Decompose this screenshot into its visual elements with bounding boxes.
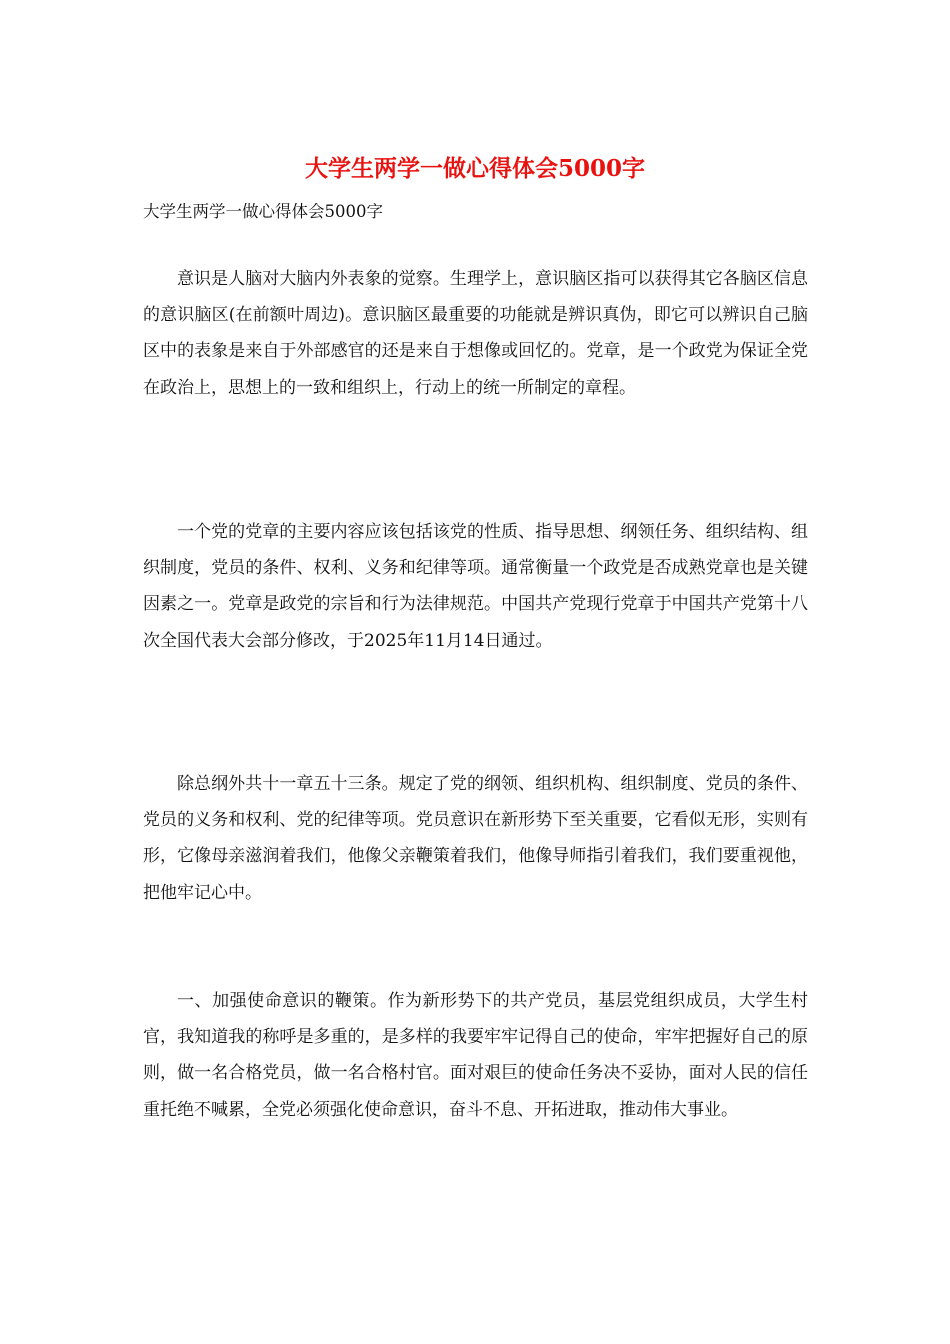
paragraph-3: 除总纲外共十一章五十三条。规定了党的纲领、组织机构、组织制度、党员的条件、党员的义务和权利、党的纪律等项。党员意识在新形势下至关重要，它看似无形，实则有形，它像母亲滋润着我们，他像父亲鞭策着我们，他像导师指引着我们，我们要重视他，把他牢记心中。 [143,774,808,903]
paragraph-1: 意识是人脑对大脑内外表象的觉察。生理学上，意识脑区指可以获得其它各脑区信息的意识脑区(在前额叶周边)。意识脑区最重要的功能就是辨识真伪，即它可以辨识自己脑区中的表象是来自于外部感官的还是来自于想像或回忆的。党章，是一个政党为保证全党在政治上，思想上的一致和组织上，行动上的统一所制定的章程。 [143,269,808,398]
paragraph-4: 一、加强使命意识的鞭策。作为新形势下的共产党员，基层党组织成员，大学生村官，我知道我的称呼是多重的，是多样的我要牢牢记得自己的使命，牢牢把握好自己的原则，做一名合格党员，做一名合格村官。面对艰巨的使命任务决不妥协，面对人民的信任重托绝不喊累，全党必须强化使命意识，奋斗不息、开拓进取，推动伟大事业。 [143,991,808,1120]
paragraph-2: 一个党的党章的主要内容应该包括该党的性质、指导思想、纲领任务、组织结构、组织制度，党员的条件、权利、义务和纪律等项。通常衡量一个政党是否成熟党章也是关键因素之一。党章是政党的宗旨和行为法律规范。中国共产党现行党章于中国共产党第十八次全国代表大会部分修改，于2025年11月14日通过。 [143,522,808,651]
document-subtitle: 大学生两学一做心得体会5000字 [143,202,383,221]
document-title: 大学生两学一做心得体会5000字 [304,155,645,182]
